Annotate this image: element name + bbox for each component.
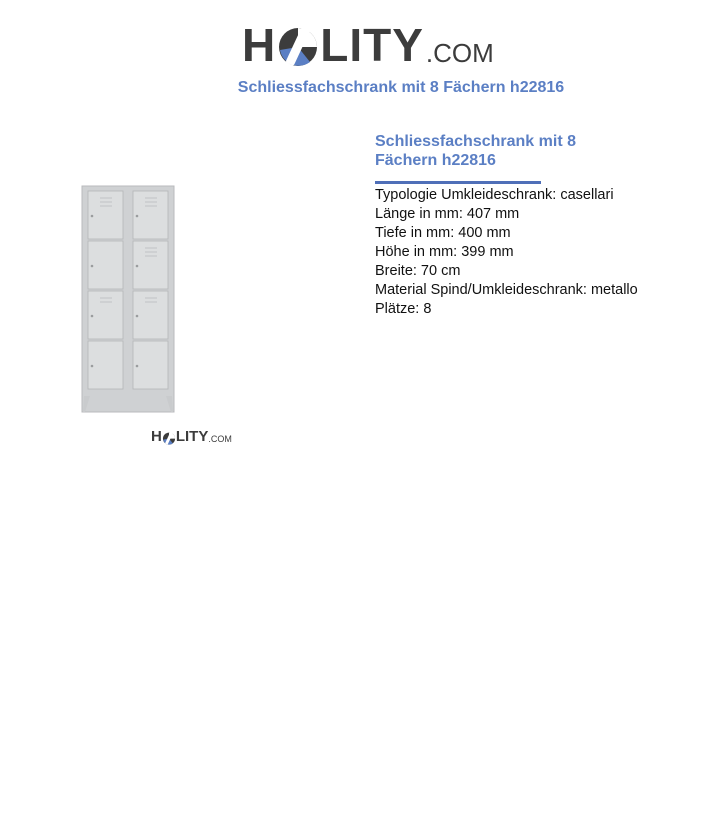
watermark-o-icon bbox=[162, 430, 176, 446]
product-specs-list bbox=[375, 186, 638, 319]
image-watermark-logo bbox=[151, 426, 232, 446]
logo-suffix: .COM bbox=[425, 38, 494, 68]
spec-length: Länge in mm: 407 mm bbox=[375, 206, 520, 222]
product-title: Schliessfachschrank mit 8 Fächern h22816 bbox=[375, 133, 576, 169]
title-divider bbox=[375, 181, 541, 184]
page-title: Schliessfachschrank mit 8 Fächern h22816 bbox=[237, 79, 565, 96]
spec-depth: Tiefe in mm: 400 mm bbox=[375, 225, 511, 241]
watermark-suffix: .COM bbox=[208, 434, 232, 444]
locker-cabinet-image bbox=[70, 178, 250, 453]
spec-places: Plätze: 8 bbox=[375, 301, 432, 317]
spec-material: Material Spind/Umkleideschrank: metallo bbox=[375, 282, 638, 298]
logo-wordmark: LITY bbox=[320, 19, 424, 71]
spec-height: Höhe in mm: 399 mm bbox=[375, 244, 514, 260]
logo-letter-h: H bbox=[242, 19, 277, 71]
brand-logo[interactable] bbox=[242, 8, 494, 70]
watermark-wordmark: LITY bbox=[175, 428, 209, 445]
spec-typology: Typologie Umkleideschrank: casellari bbox=[375, 187, 614, 203]
spec-width: Breite: 70 cm bbox=[375, 263, 461, 279]
watermark-letter-h: H bbox=[151, 428, 162, 445]
logo-o-icon bbox=[276, 20, 320, 70]
